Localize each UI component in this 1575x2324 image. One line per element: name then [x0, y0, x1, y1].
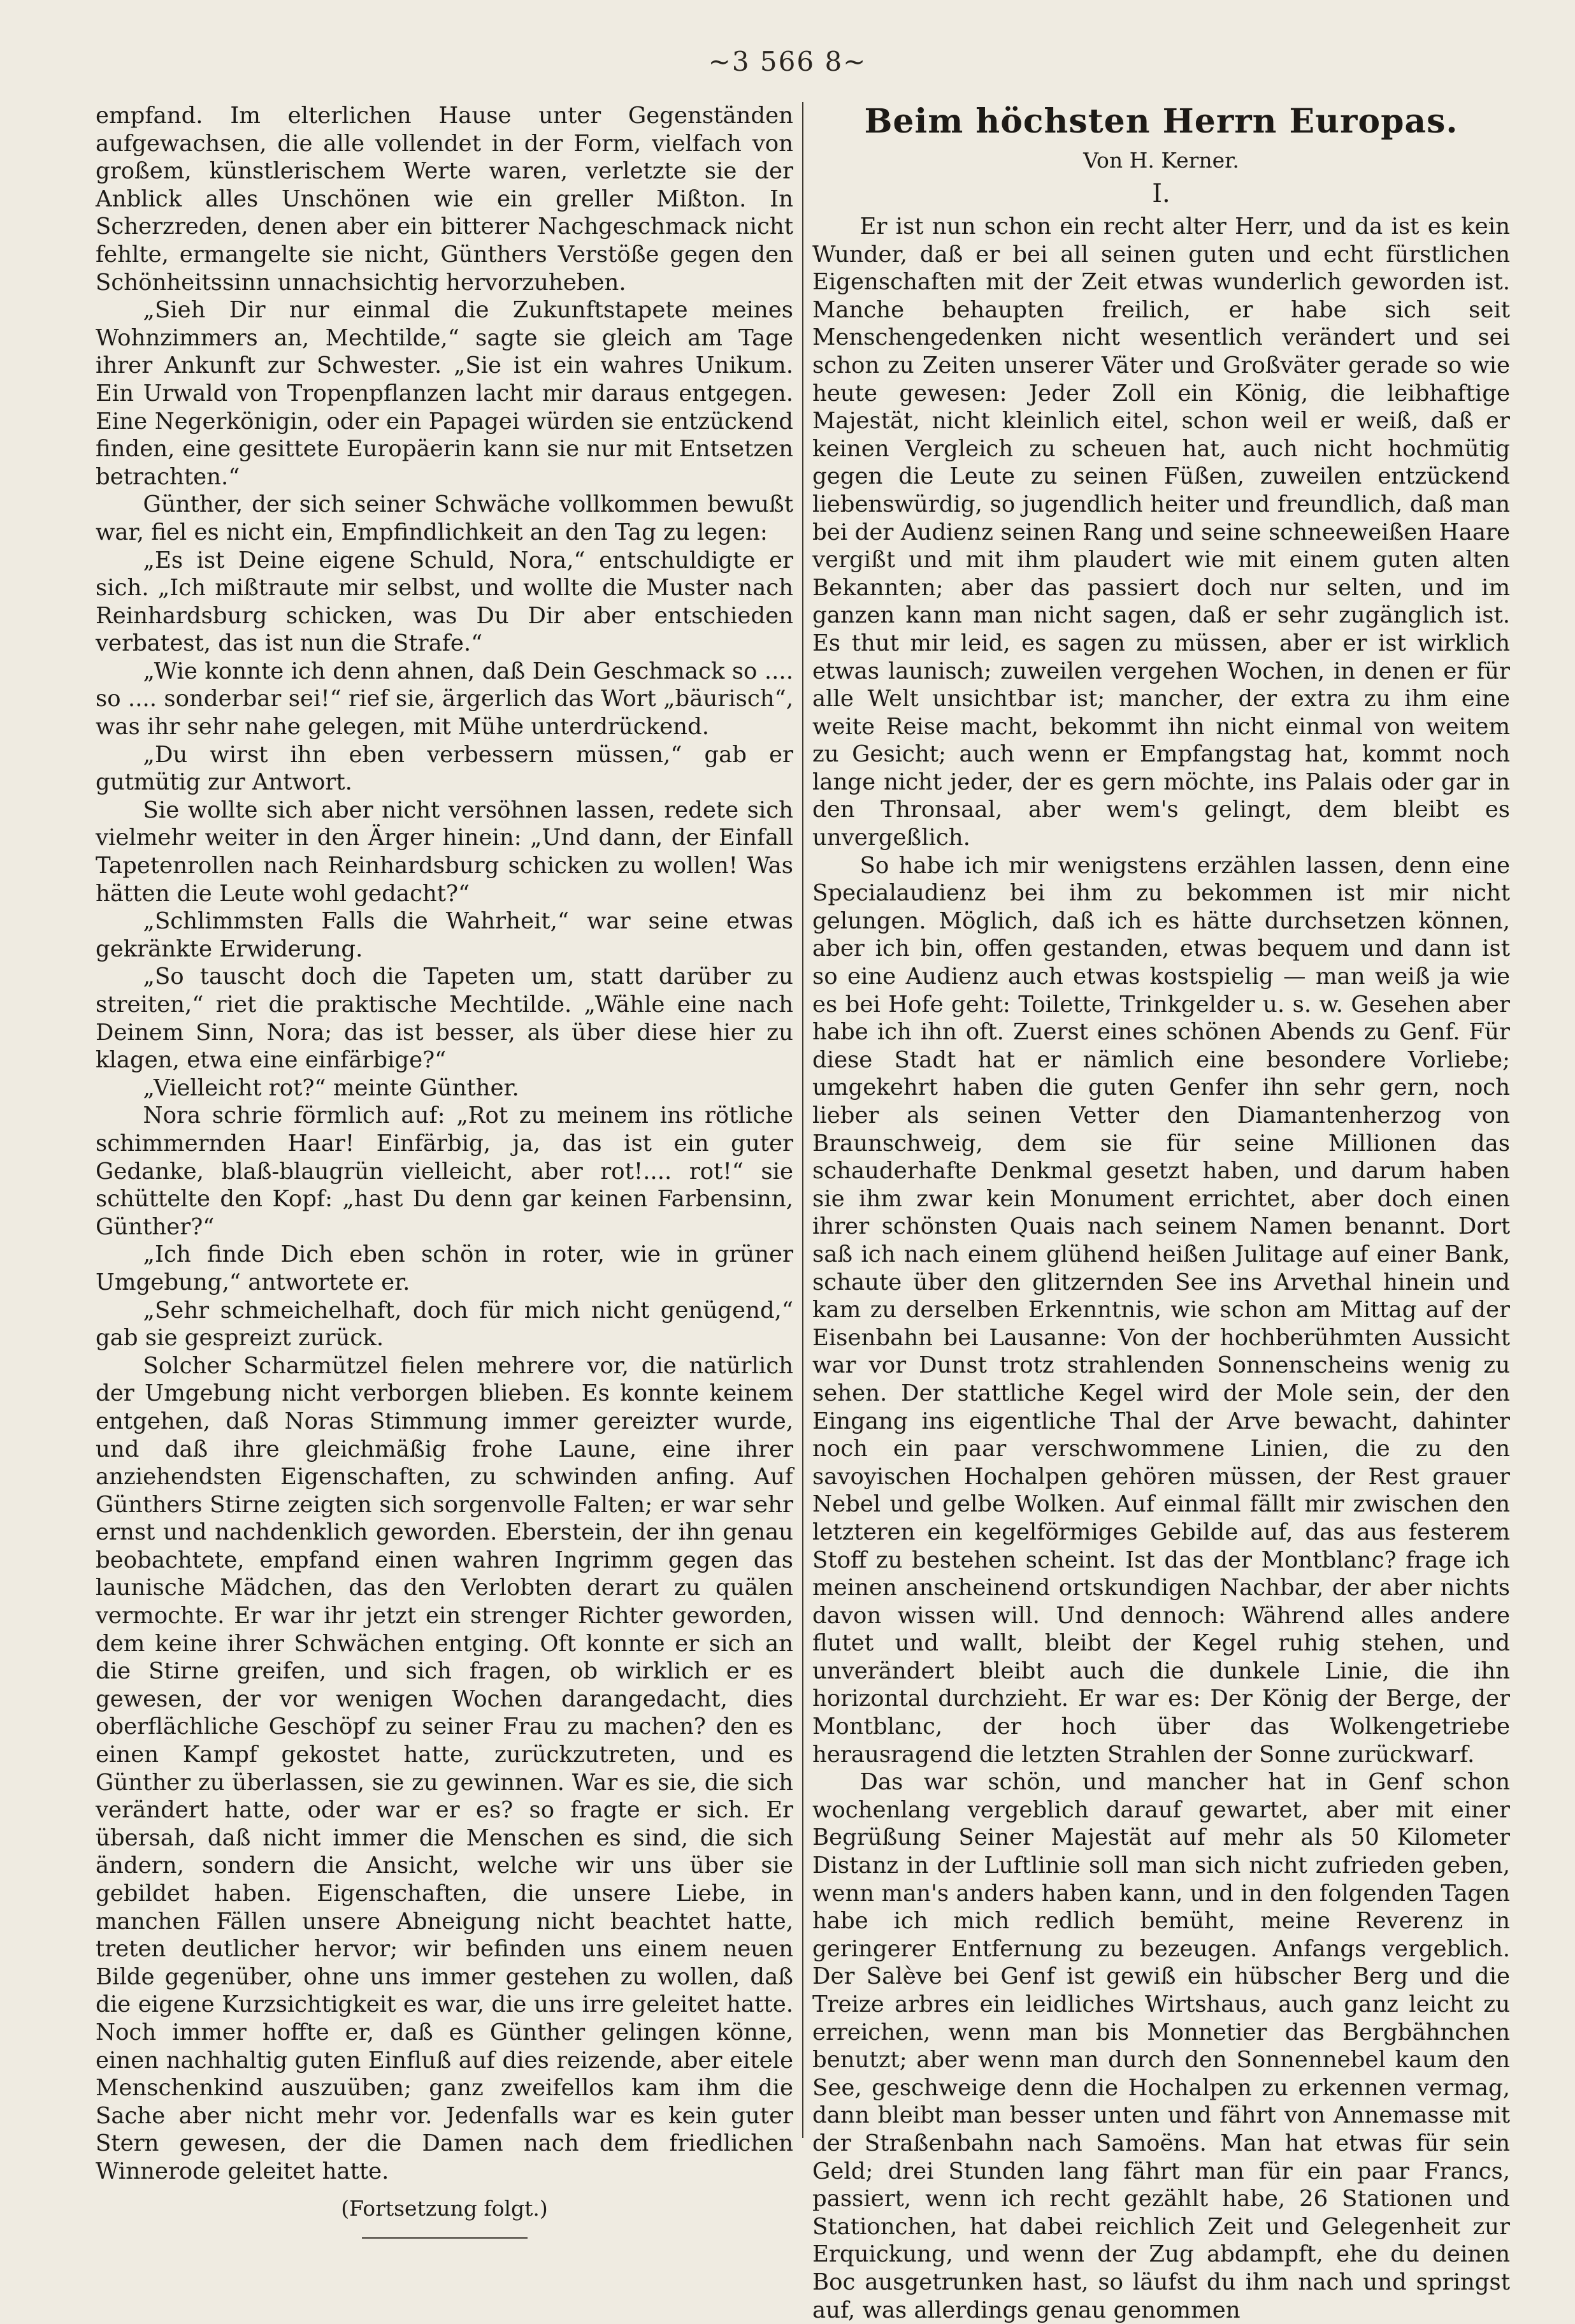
left-paragraph: „Sehr schmeichelhaft, doch für mich nicht genügend,“ gab sie gespreizt zurück. — [96, 1297, 793, 1352]
page-header — [669, 46, 906, 77]
right-paragraph: So habe ich mir wenigstens erzählen lassen, denn eine Specialaudienz bei ihm zu bekommen ist mir nicht gelungen. Möglich, daß ich es hätte durchsetzen können, aber ich bin, offen gestanden, etwas bequem und dann ist so eine Audienz auch etwas kostspielig — man weiß ja wie es bei Hofe geht: Toilette, Trinkgelder u. s. w. Gesehen aber habe ich ihn oft. Zuerst eines schönen Abends zu Genf. Für diese Stadt hat er nämlich eine besondere Vorliebe; umgekehrt haben die guten Genfer ihn sehr gern, noch lieber als seinen Vetter den Diamantenherzog von Braunschweig, dem sie für seine Millionen das schauderhafte Denkmal gesetzt haben, und darum haben sie ihm zwar kein Monument errichtet, aber doch einen ihrer schönsten Quais nach seinem Namen benannt. Dort saß ich nach einem glühend heißen Julitage auf einer Bank, schaute über den glitzernden See ins Arvethal hinein und kam zu derselben Erkenntnis, wie schon am Mittag auf der Eisenbahn bei Lausanne: Von der hochberühmten Aussicht war vor Dunst trotz strahlenden Sonnenscheins wenig zu sehen. Der stattliche Kegel wird der Mole sein, der den Eingang ins eigentliche Thal der Arve bewacht, dahinter noch ein paar verschwommene Linien, die zu den savoyischen Hochalpen gehören müssen, der Rest grauer Nebel und gelbe Wolken. Auf einmal fällt mir zwischen den letzteren ein kegelförmiges Gebilde auf, das aus festerem Stoff zu bestehen scheint. Ist das der Montblanc? frage ich meinen anscheinend ortskundigen Nachbar, der aber nichts davon wissen will. Und dennoch: Während alles andere flutet und wallt, bleibt der Kegel ruhig stehen, und unverändert bleibt auch die dunkele Linie, die ihn horizontal durchzieht. Er war es: Der König der Berge, der Montblanc, der hoch über das Wolkengetriebe herausragend die letzten Strahlen der Sonne zurückwarf. — [812, 852, 1510, 1768]
left-paragraph: „So tauscht doch die Tapeten um, statt darüber zu streiten,“ riet die praktische Mechtilde. „Wähle eine nach Deinem Sinn, Nora; das ist besser, als über diese hier zu klagen, etwa eine einfärbige?“ — [96, 964, 793, 1074]
left-paragraph: Günther, der sich seiner Schwäche vollkommen bewußt war, fiel es nicht ein, Empfindlichkeit an den Tag zu legen: — [96, 491, 793, 545]
article-title: Beim höchsten Herrn Europas. — [864, 102, 1458, 141]
left-paragraph: „Vielleicht rot?“ meinte Günther. — [143, 1074, 519, 1101]
left-paragraph: „Es ist Deine eigene Schuld, Nora,“ entschuldigte er sich. „Ich mißtraute mir selbst, und wollte die Muster nach Reinhardsburg schicken, was Du Dir aber entschieden verbatest, das ist nun die Strafe.“ — [96, 547, 793, 657]
header-ornament-right: 8~ — [824, 46, 867, 77]
left-paragraph: Solcher Scharmützel fielen mehrere vor, die natürlich der Umgebung nicht verborgen blieben. Es konnte keinem entgehen, daß Noras Stimmung immer gereizter wurde, und daß ihre gleichmäßig frohe Laune, eine ihrer anziehendsten Eigenschaften, zu schwinden anfing. Auf Günthers Stirne zeigten sich sorgenvolle Falten; er war sehr ernst und nachdenklich geworden. Eberstein, der ihn genau beobachtete, empfand einen wahren Ingrimm gegen das launische Mädchen, das den Verlobten derart zu quälen vermochte. Er war ihr jetzt ein strenger Richter geworden, dem keine ihrer Schwächen entging. Oft konnte er sich an die Stirne greifen, und sich fragen, ob wirklich er es gewesen, der vor wenigen Wochen darangedacht, dies oberflächliche Geschöpf zu seiner Frau zu machen? den es einen Kampf gekostet hatte, zurückzutreten, und es Günther zu überlassen, sie zu gewinnen. War es sie, die sich verändert hatte, oder war er es? so fragte er sich. Er übersah, daß nicht immer die Menschen es sind, die sich ändern, sondern die Ansicht, welche wir uns über sie gebildet haben. Eigenschaften, die unsere Liebe, in manchen Fällen unsere Abneigung nicht beachtet hatte, treten deutlicher hervor; wir befinden uns einem neuen Bilde gegenüber, ohne uns immer gestehen zu wollen, daß die eigene Kurzsichtigkeit es war, die uns irre geleitet hatte. Noch immer hoffte er, daß es Günther gelingen könne, einen nachhaltig guten Einfluß auf dies reizende, aber eitele Menschenkind auszuüben; ganz zweifellos kam ihm die Sache aber nicht mehr vor. Jedenfalls war es kein guter Stern gewesen, der die Damen nach dem friedlichen Winnerode geleitet hatte. — [96, 1352, 793, 2184]
end-rule — [362, 2237, 528, 2239]
left-paragraph: empfand. Im elterlichen Hause unter Gegenständen aufgewachsen, die alle vollendet in der Form, vielfach von großem, künstlerischem Werte waren, verletzte sie der Anblick alles Unschönen wie ein greller Mißton. In Scherzreden, denen aber ein bitterer Nachgeschmack nicht fehlte, ermangelte sie nicht, Günthers Verstöße gegen den Schönheitssinn unnachsichtig hervorzuheben. — [96, 103, 793, 296]
left-paragraph: „Du wirst ihn eben verbessern müssen,“ gab er gutmütig zur Antwort. — [96, 741, 793, 796]
page-number: 566 — [759, 46, 816, 77]
header-ornament-left: ~3 — [708, 46, 751, 77]
right-paragraph: Er ist nun schon ein recht alter Herr, und da ist es kein Wunder, daß er bei all seinen guten und echt fürstlichen Eigenschaften mit der Zeit etwas wunderlich geworden ist. Manche behaupten freilich, er habe sich seit Menschengedenken nicht wesentlich verändert und sei schon zu Zeiten unserer Väter und Großväter gerade so wie heute gewesen: Jeder Zoll ein König, die leibhaftige Majestät, nicht kleinlich eitel, schon weil er weiß, daß er keinen Vergleich zu scheuen hat, auch nicht hochmütig gegen die Leute zu seinen Füßen, zuweilen entzückend liebenswürdig, so jugendlich heiter und freundlich, daß man bei der Audienz seinen Rang und seine schneeweißen Haare vergißt und mit ihm plaudert wie mit einem guten alten Bekannten; aber das passiert doch nur selten, und im ganzen kann man nicht sagen, daß er sehr zugänglich ist. Es thut mir leid, es sagen zu müssen, aber er ist wirklich etwas launisch; zuweilen vergehen Wochen, in denen er für alle Welt unsichtbar ist; mancher, der extra zu ihm eine weite Reise macht, bekommt ihn nicht einmal von weitem zu Gesicht; auch wenn er Empfangstag hat, kommt noch lange nicht jeder, der es gern möchte, ins Palais oder gar in den Thronsaal, aber wem's gelingt, dem bleibt es unvergeßlich. — [812, 213, 1510, 851]
continuation-note: (Fortsetzung folgt.) — [341, 2195, 548, 2221]
left-paragraph: „Schlimmsten Falls die Wahrheit,“ war seine etwas gekränkte Erwiderung. — [96, 908, 793, 962]
left-paragraph: Sie wollte sich aber nicht versöhnen lassen, redete sich vielmehr weiter in den Ärger hinein: „Und dann, der Einfall Tapetenrollen nach Reinhardsburg schicken zu wollen! Was hätten die Leute wohl gedacht?“ — [96, 797, 793, 907]
left-paragraph: „Sieh Dir nur einmal die Zukunftstapete meines Wohnzimmers an, Mechtilde,“ sagte sie gleich am Tage ihrer Ankunft zur Schwester. „Sie ist ein wahres Unikum. Ein Urwald von Tropenpflanzen lacht mir daraus entgegen. Eine Negerkönigin, oder ein Papagei würden sie entzückend finden, eine gesittete Europäerin kann sie nur mit Entsetzen betrachten.“ — [96, 297, 793, 490]
left-paragraph: „Wie konnte ich denn ahnen, daß Dein Geschmack so .... so .... sonderbar sei!“ rief sie, ärgerlich das Wort „bäurisch“, was ihr sehr nahe gelegen, mit Mühe unterdrückend. — [96, 658, 793, 740]
left-paragraph: „Ich finde Dich eben schön in roter, wie in grüner Umgebung,“ antwortete er. — [96, 1241, 793, 1296]
right-paragraph: Das war schön, und mancher hat in Genf schon wochenlang vergeblich darauf gewartet, aber mit einer Begrüßung Seiner Majestät auf mehr als 50 Kilometer Distanz in der Luftlinie soll man sich nicht zufrieden geben, wenn man's anders haben kann, und in den folgenden Tagen habe ich mich redlich bemüht, meine Reverenz in geringerer Entfernung zu bezeugen. Anfangs vergeblich. Der Salève bei Genf ist gewiß ein hübscher Berg und die Treize arbres ein leidliches Wirtshaus, auch ganz leicht zu erreichen, wenn man bis Monnetier das Bergbähnchen benutzt; aber wenn man durch den Sonnennebel kaum den See, geschweige denn die Hochalpen zu erkennen vermag, dann bleibt man besser unten und fährt von Annemasse mit der Straßenbahn nach Samoëns. Man hat etwas für sein Geld; drei Stunden lang fährt man für ein paar Francs, passiert, wenn ich recht gezählt habe, 26 Stationen und Stationchen, hat dabei reichlich Zeit und Gelegenheit zur Erquickung, und wenn der Zug abdampft, ehe du deinen Boc ausgetrunken hast, so läufst du ihm nach und springst auf, was allerdings genau genommen — [812, 1769, 1510, 2323]
article-byline: Von H. Kerner. — [1083, 148, 1239, 173]
left-column — [96, 102, 793, 2239]
right-column — [812, 102, 1510, 2324]
column-divider — [802, 102, 803, 2138]
section-number: I. — [1152, 179, 1170, 208]
left-paragraph: Nora schrie förmlich auf: „Rot zu meinem ins rötliche schimmernden Haar! Einfärbig, ja, das ist ein guter Gedanke, blaß-blaugrün vielleicht, aber rot!.... rot!“ sie schüttelte den Kopf: „hast Du denn gar keinen Farbensinn, Günther?“ — [96, 1102, 793, 1240]
